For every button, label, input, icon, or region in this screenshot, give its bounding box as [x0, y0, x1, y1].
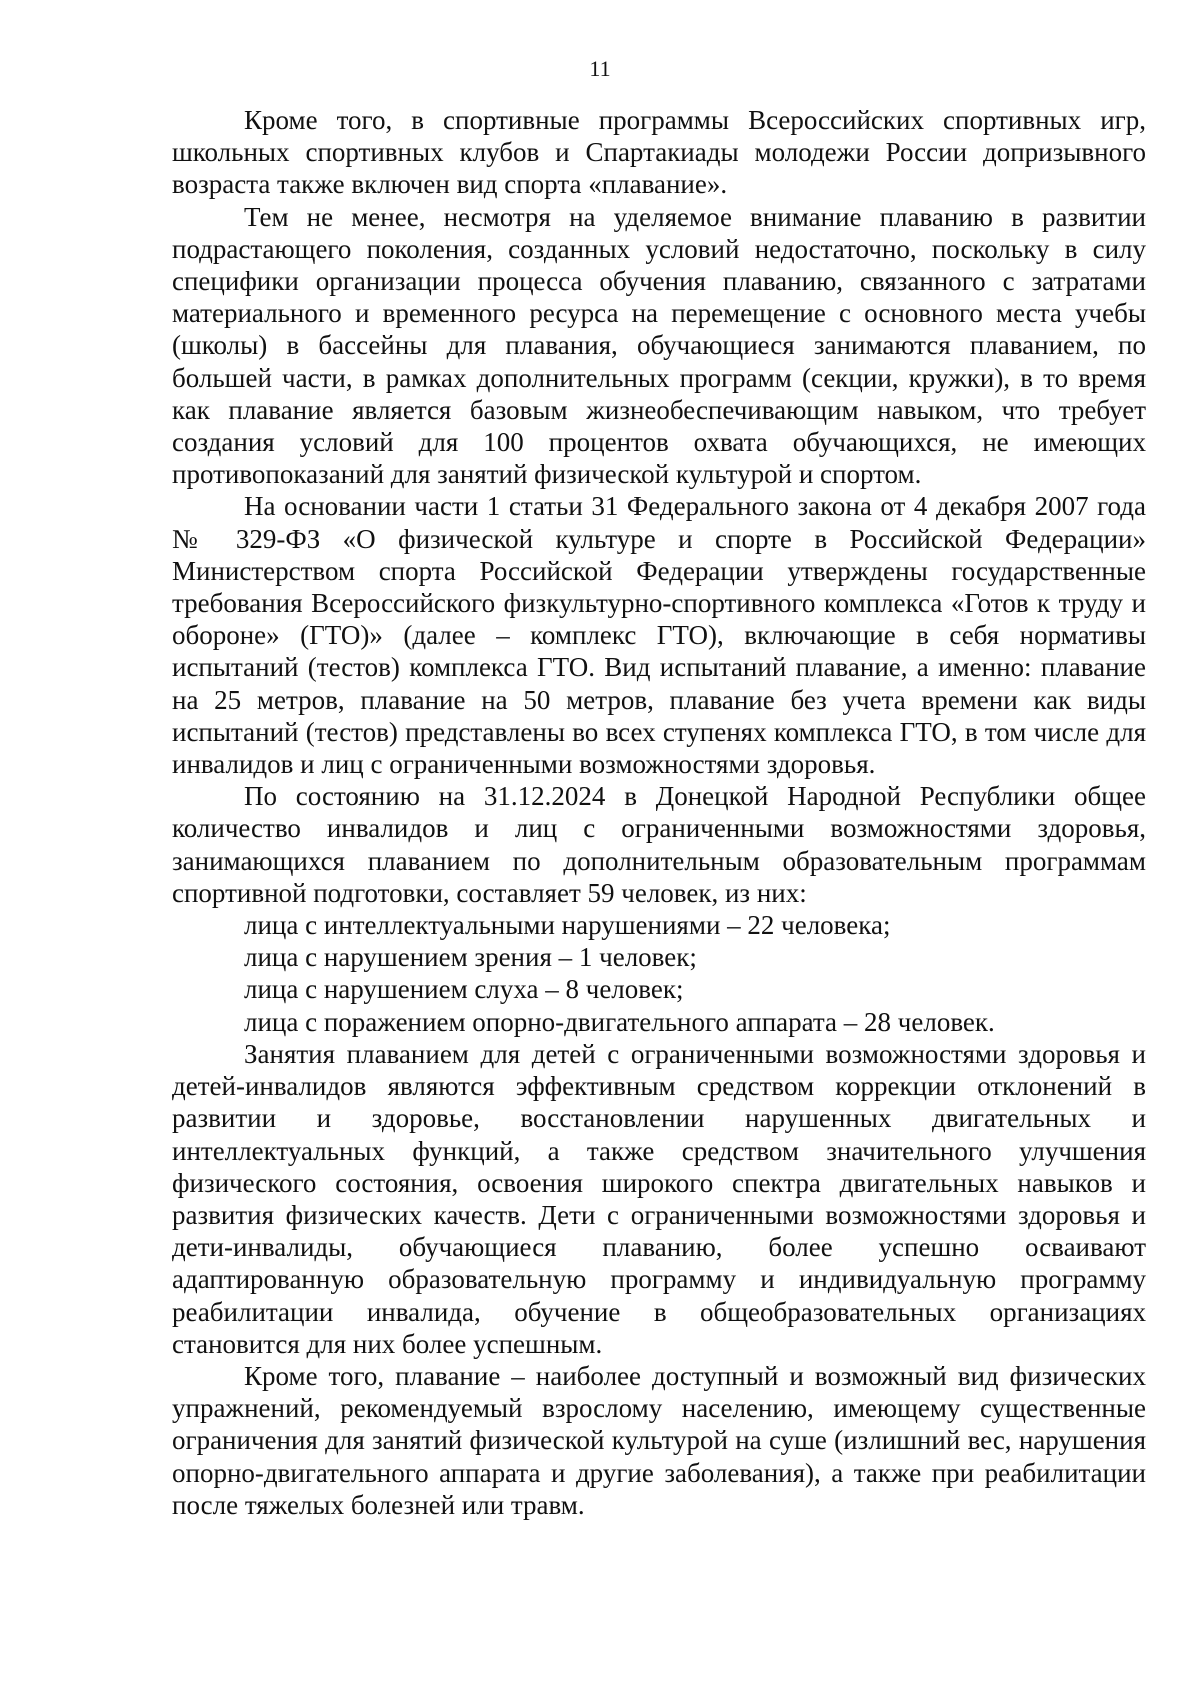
paragraph: Занятия плаванием для детей с ограниченными возможностями здоровья и детей-инвалидов являются эффективным средством коррекции отклонений в развитии и здоровье, восстановлении нарушенных двигательных и интеллектуальных функций, а также средством значительного улучшения физического состояния, освоения широкого спектра двигательных навыков и развития физических качеств. Дети с ограниченными возможностями здоровья и дети-инвалиды, обучающиеся плаванию, более успешно осваивают адаптированную образовательную программу и индивидуальную программу реабилитации инвалида, обучение в общеобразовательных организациях становится для них более успешным.: [172, 1038, 1146, 1359]
list-item: лица с поражением опорно-двигательного аппарата – 28 человек.: [244, 1006, 995, 1037]
list-item: лица с нарушением зрения – 1 человек;: [244, 942, 697, 973]
paragraph: Тем не менее, несмотря на уделяемое внимание плаванию в развитии подрастающего поколения, созданных условий недостаточно, поскольку в силу специфики организации процесса обучения плаванию, связанного с затратами материального и временного ресурса на перемещение с основного места учебы (школы) в бассейны для плавания, обучающиеся занимаются плаванием, по большей части, в рамках дополнительных программ (секции, кружки), в то время как плавание является базовым жизнеобеспечивающим навыком, что требует создания условий для 100 процентов охвата обучающихся, не имеющих противопоказаний для занятий физической культурой и спортом.: [172, 201, 1146, 490]
paragraph: Кроме того, плавание – наиболее доступный и возможный вид физических упражнений, рекомендуемый взрослому населению, имеющему существенные ограничения для занятий физической культурой на суше (излишний вес, нарушения опорно-двигательного аппарата и другие заболевания), а также при реабилитации после тяжелых болезней или травм.: [172, 1360, 1146, 1520]
document-body: [172, 104, 1146, 1521]
list-item: лица с интеллектуальными нарушениями – 22 человека;: [244, 910, 891, 941]
statistics-list: [172, 909, 1146, 1038]
page-number: 11: [589, 56, 611, 81]
paragraph: На основании части 1 статьи 31 Федерального закона от 4 декабря 2007 года № 329-ФЗ «О физической культуре и спорте в Российской Федерации» Министерством спорта Российской Федерации утверждены государственные требования Всероссийского физкультурно-спортивного комплекса «Готов к труду и обороне» (ГТО)» (далее – комплекс ГТО), включающие в себя нормативы испытаний (тестов) комплекса ГТО. Вид испытаний плавание, а именно: плавание на 25 метров, плавание на 50 метров, плавание без учета времени как виды испытаний (тестов) представлены во всех ступенях комплекса ГТО, в том числе для инвалидов и лиц с ограниченными возможностями здоровья.: [172, 491, 1146, 780]
list-item: лица с нарушением слуха – 8 человек;: [244, 974, 684, 1005]
paragraph: Кроме того, в спортивные программы Всероссийских спортивных игр, школьных спортивных клубов и Спартакиады молодежи России допризывного возраста также включен вид спорта «плавание».: [172, 105, 1146, 200]
paragraph: По состоянию на 31.12.2024 в Донецкой Народной Республики общее количество инвалидов и лиц с ограниченными возможностями здоровья, занимающихся плаванием по дополнительным образовательным программам спортивной подготовки, составляет 59 человек, из них:: [172, 781, 1146, 908]
